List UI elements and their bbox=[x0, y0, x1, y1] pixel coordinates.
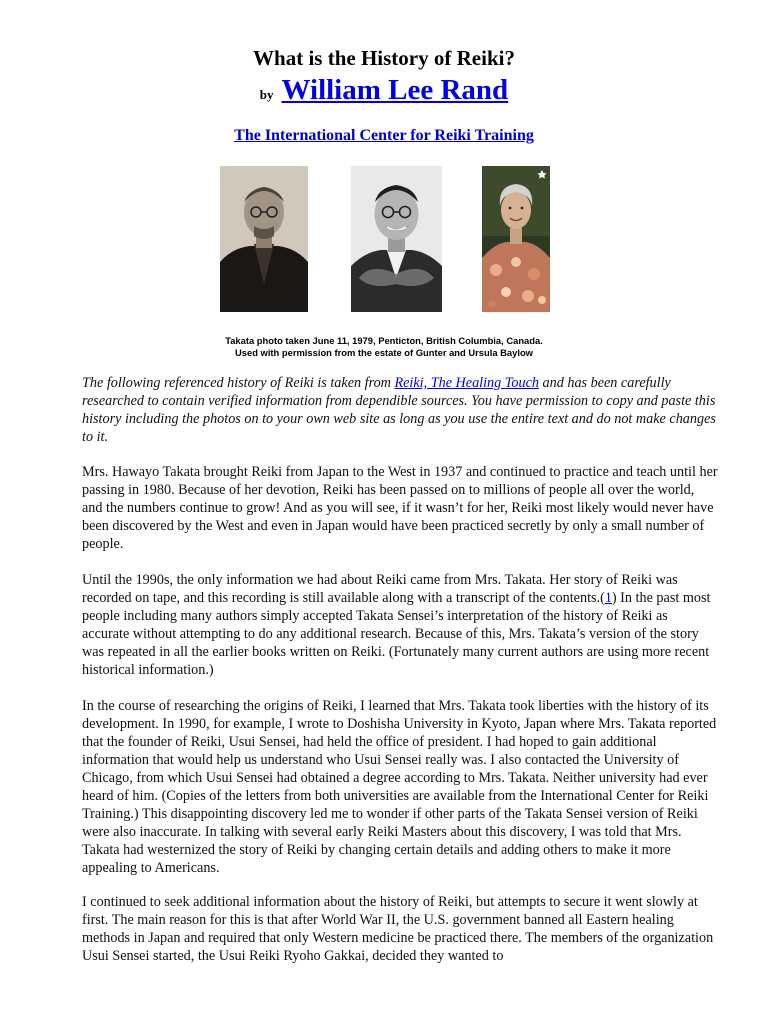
page-title: What is the History of Reiki? bbox=[253, 46, 515, 70]
book-link[interactable]: Reiki, The Healing Touch bbox=[394, 375, 539, 391]
paragraph-takata-intro: Mrs. Hawayo Takata brought Reiki from Japan to the West in 1937 and continued to practice and teach until her passing in 1980. Because of her devotion, Reiki has been passed on to millions of people all over the world, and the numbers continue to grow! And as you will see, if it wasn’t for her, Reiki most likely would never have been discovered by the West and even in Japan would have been practiced secretly by only a small number of people. bbox=[82, 464, 718, 552]
paragraph-early-information bbox=[82, 571, 718, 679]
footnote-link-1[interactable]: 1 bbox=[604, 590, 612, 606]
intro-text-end: and has been carefully researched to contain verified information from dependible sources. You have permission to copy and paste this history including the photos on to your own web site as long as you use the entire text and do not make changes to it. bbox=[82, 375, 716, 445]
paragraph-2-start: Until the 1990s, the only information we had about Reiki came from Mrs. Takata. Her story of Reiki was recorded on tape, and this recording is still available along with a transcript of the contents.( bbox=[82, 572, 678, 606]
hayashi-portrait-image bbox=[351, 166, 442, 312]
takata-portrait-image bbox=[482, 166, 550, 312]
caption-line-2: Used with permission from the estate of Gunter and Ursula Baylow bbox=[235, 347, 533, 358]
organization-heading bbox=[0, 127, 768, 145]
paragraph-research: In the course of researching the origins of Reiki, I learned that Mrs. Takata took liberties with the history of its development. In 1990, for example, I wrote to Doshisha University in Kyoto, Japan where Mrs. Takata reported that the founder of Reiki, Usui Sensei, had held the office of president. I had hoped to gain additional information that would help us understand who Usui Sensei really was. I also contacted the University of Chicago, from which Usui Sensei had obtained a degree according to Mrs. Takata. Neither university had ever heard of him. (Copies of the letters from both universities are available from the International Center for Reiki Training.) This disappointing discovery led me to wonder if other parts of the Takata Sensei version of Reiki were also inaccurate. In talking with several early Reiki Masters about this discovery, I was told that Mrs. Takata had westernized the story of Reiki by changing certain details and adding others to make it more appealing to Americans. bbox=[82, 698, 717, 876]
usui-photo bbox=[220, 166, 308, 312]
intro-paragraph bbox=[82, 374, 718, 446]
organization-link[interactable]: The International Center for Reiki Training bbox=[234, 127, 534, 144]
takata-photo bbox=[482, 166, 550, 312]
caption-line-1: Takata photo taken June 11, 1979, Penticton, British Columbia, Canada. bbox=[225, 335, 543, 346]
byline bbox=[0, 74, 768, 107]
hayashi-photo bbox=[351, 166, 442, 312]
paragraph-continued-search: I continued to seek additional information about the history of Reiki, but attempts to secure it went slowly at first. The main reason for this is that after World War II, the U.S. government banned all Eastern healing methods in Japan and required that only Western medicine be practiced there. The members of the organization Usui Sensei started, the Usui Reiki Ryoho Gakkai, decided they wanted to bbox=[82, 894, 714, 964]
paragraph-2-end: ) In the past most people including many authors simply accepted Takata Sensei’s interpretation of the history of Reiki as accurate without attempting to do any additional research. Because of this, Mrs. Takata’s version of the story was repeated in all the earlier books written on Reiki. (Fortunately many current authors are using more recent historical information.) bbox=[82, 590, 711, 678]
intro-text-start: The following referenced history of Reiki is taken from bbox=[82, 375, 395, 391]
byline-prefix: by bbox=[259, 87, 274, 102]
author-link[interactable]: William Lee Rand bbox=[281, 74, 509, 106]
photo-caption bbox=[0, 335, 768, 359]
usui-portrait-image bbox=[220, 166, 308, 312]
